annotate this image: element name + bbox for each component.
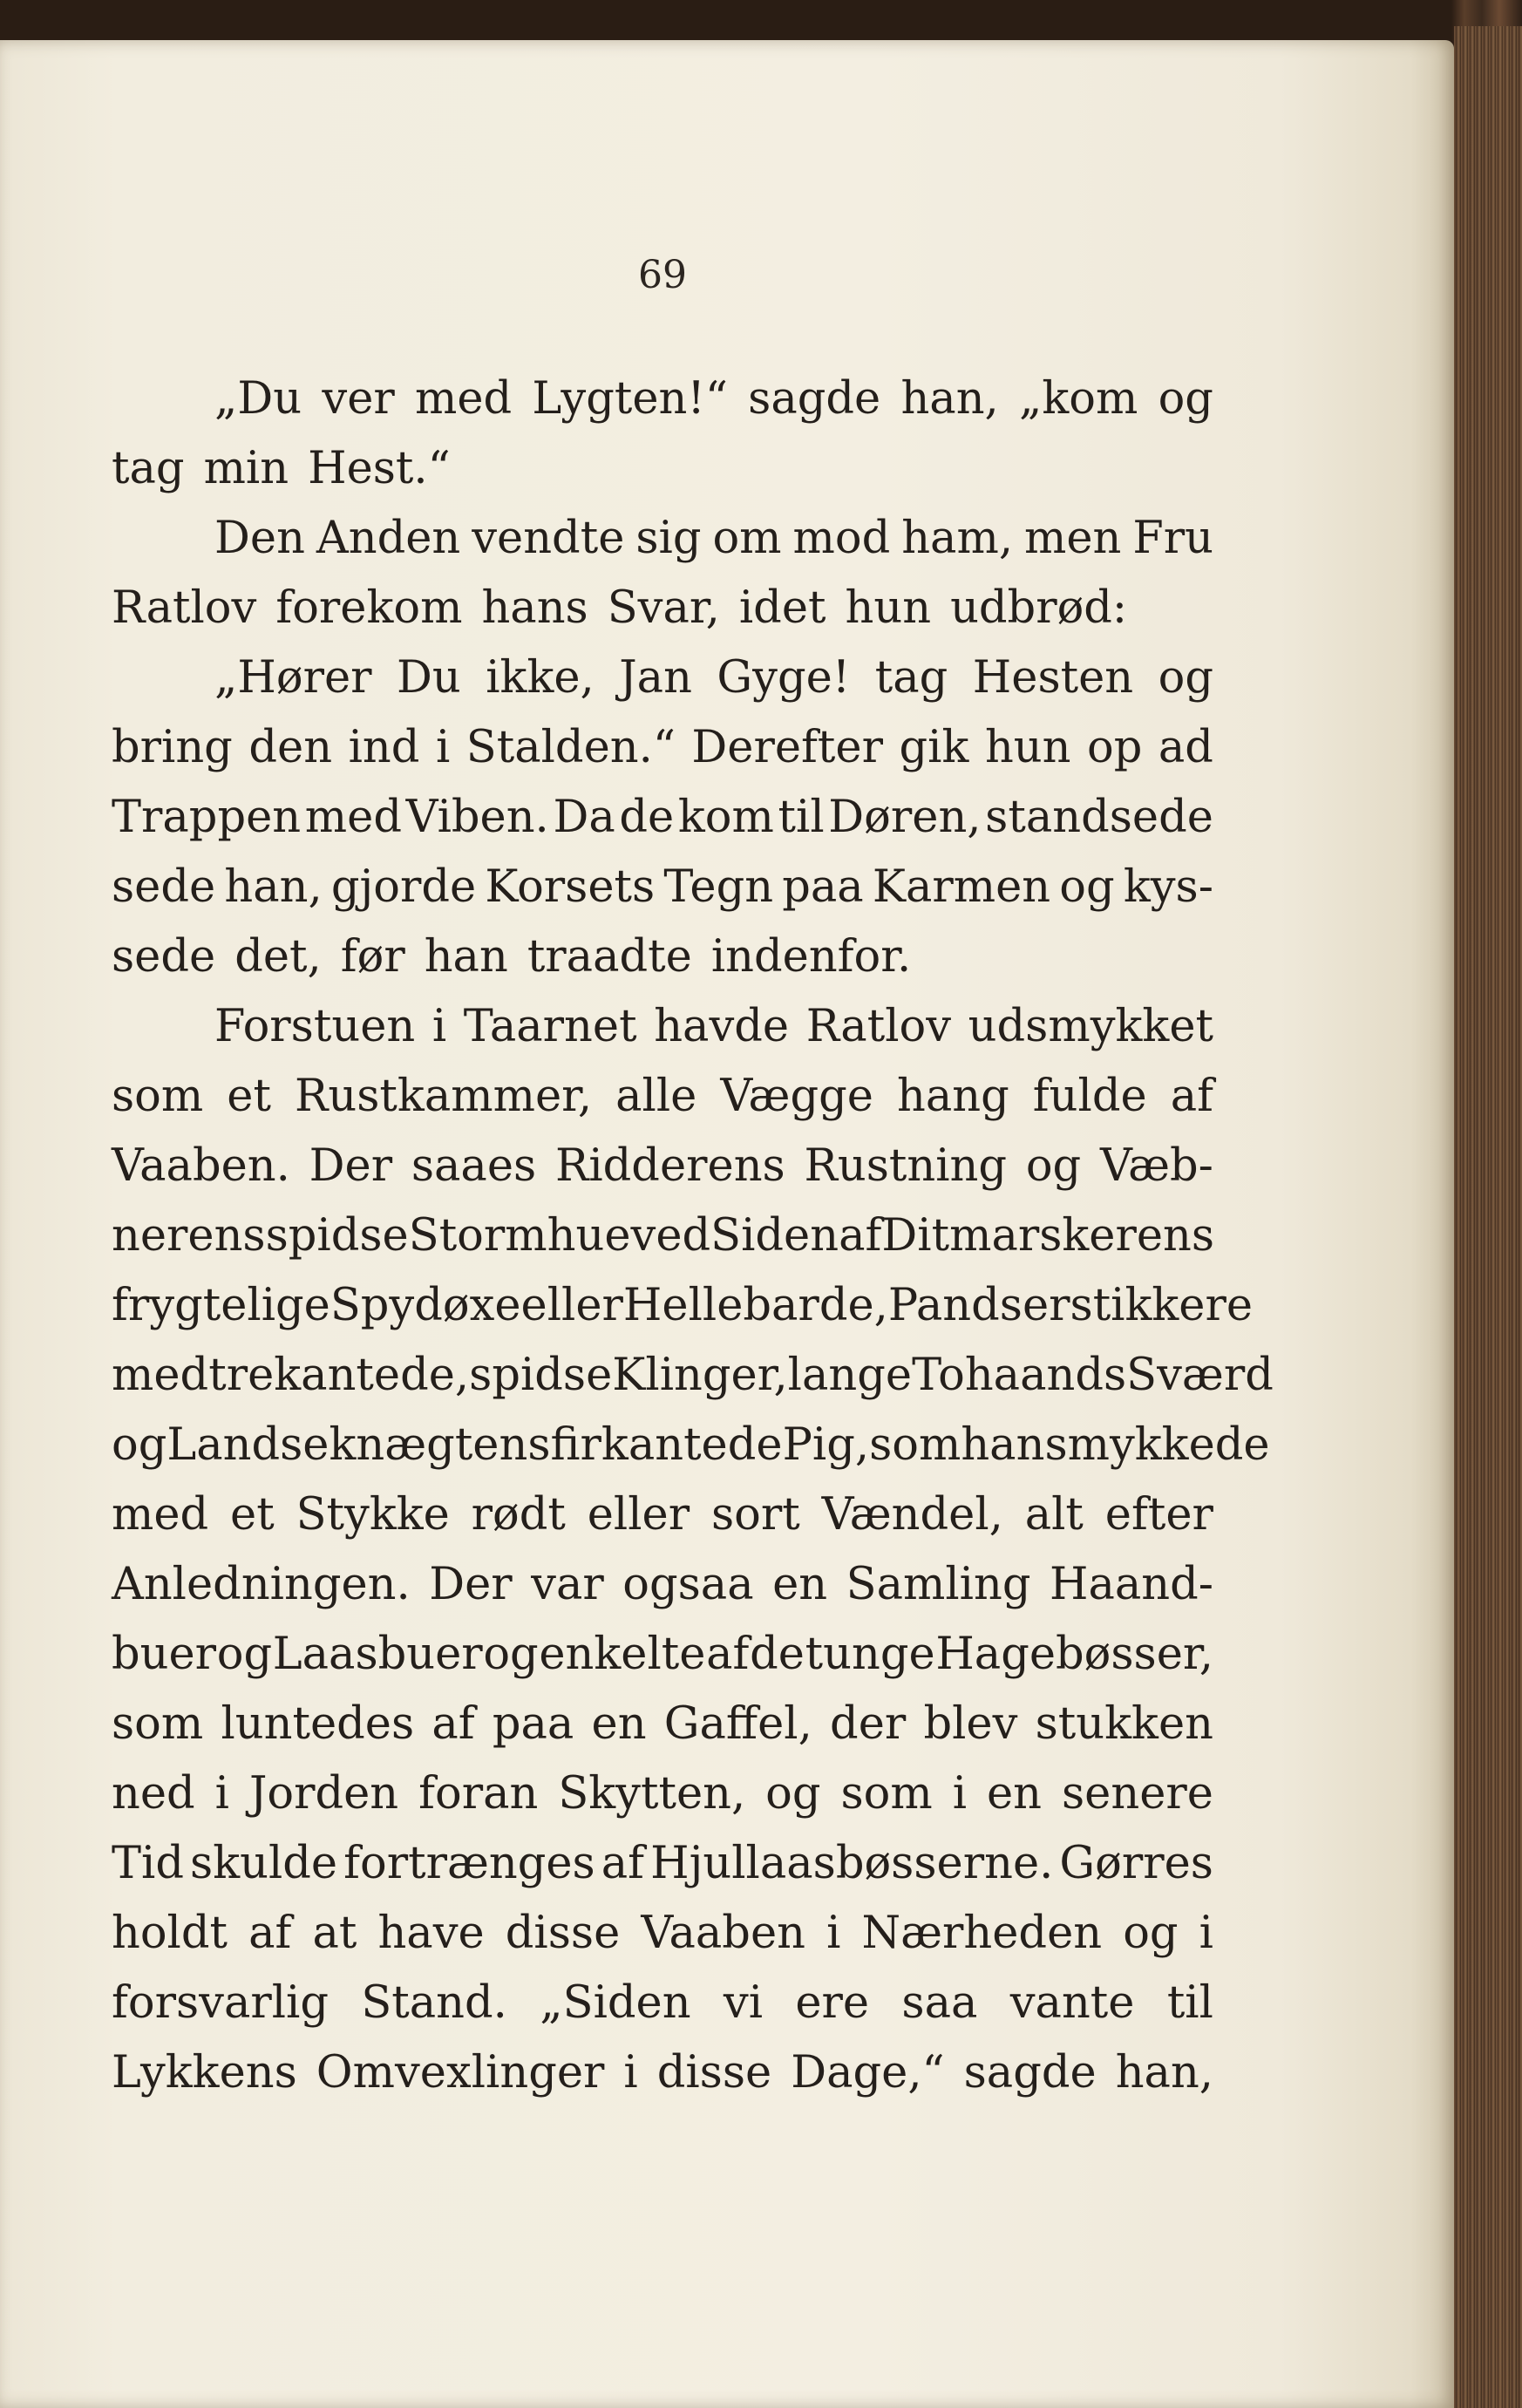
word: Klinger, <box>612 1350 788 1401</box>
word: bring <box>112 722 233 773</box>
text-line <box>112 922 1213 992</box>
word: Stormhue <box>408 1210 631 1262</box>
word: han <box>424 931 508 983</box>
word: Du <box>397 652 461 704</box>
page-number: 69 <box>638 253 687 297</box>
text-line <box>112 853 1213 922</box>
text-line <box>112 574 1213 643</box>
word: Hellebarde, <box>622 1280 888 1331</box>
word: han, <box>224 861 323 913</box>
word: „Hører <box>214 652 372 704</box>
text-line <box>112 783 1213 853</box>
word: forsvarlig <box>112 1977 329 2029</box>
word: rødt <box>471 1489 566 1541</box>
word: med <box>414 373 513 425</box>
word: Vægge <box>720 1071 873 1122</box>
word: Derefter <box>691 722 883 773</box>
word: sig <box>635 513 702 564</box>
word: eller <box>520 1280 623 1331</box>
word: Lygten!“ <box>532 373 728 425</box>
word: Anden <box>316 513 461 564</box>
word: Dage,“ <box>791 2047 945 2098</box>
text-line <box>112 1620 1213 1690</box>
word: Vaaben. <box>112 1140 290 1192</box>
word: Væb- <box>1099 1140 1213 1192</box>
word: tag <box>874 652 948 704</box>
word: som <box>840 1768 933 1820</box>
word: saa <box>901 1977 978 2029</box>
word: Pandserstikkere <box>887 1280 1254 1331</box>
word: og <box>216 1629 273 1680</box>
word: han, <box>900 373 999 425</box>
text-line <box>112 1062 1213 1132</box>
word: „kom <box>1018 373 1138 425</box>
word: med <box>304 792 402 843</box>
word: indenfor. <box>710 931 912 983</box>
word: sagde <box>748 373 881 425</box>
word: ind <box>348 722 420 773</box>
word: af <box>1170 1071 1213 1122</box>
word: Gyge! <box>717 652 851 704</box>
word: tag <box>112 443 185 494</box>
word: fortrænges <box>343 1838 595 1889</box>
word: og <box>1158 373 1213 425</box>
word: Nærheden <box>861 1908 1103 1959</box>
word: var <box>531 1559 604 1610</box>
word: lange <box>787 1350 913 1401</box>
word: det, <box>234 931 322 983</box>
word: af <box>601 1838 645 1889</box>
word: Taarnet <box>463 1001 637 1052</box>
word: sede <box>112 931 216 983</box>
word: senere <box>1062 1768 1213 1820</box>
word: af <box>706 1629 750 1680</box>
word: vi <box>723 1977 764 2029</box>
word: Svar, <box>607 582 720 634</box>
text-line <box>112 1550 1213 1620</box>
word: kys- <box>1123 861 1213 913</box>
word: Viben. <box>405 792 549 843</box>
word: Døren, <box>828 792 982 843</box>
word: om <box>712 513 782 564</box>
word: Jan <box>619 652 692 704</box>
word: til <box>778 792 825 843</box>
word: enkelte <box>539 1629 706 1680</box>
word: før <box>340 931 405 983</box>
word: og <box>1025 1140 1082 1192</box>
word: Rustkammer, <box>295 1071 593 1122</box>
word: i <box>435 722 451 773</box>
word: ham, <box>901 513 1014 564</box>
word: gjorde <box>330 861 477 913</box>
word: ver <box>322 373 395 425</box>
word: Haand- <box>1049 1559 1213 1610</box>
word: luntedes <box>221 1698 415 1750</box>
word: Gørres <box>1059 1838 1213 1889</box>
word: blev <box>923 1698 1018 1750</box>
word: hun <box>845 582 932 634</box>
word: i <box>1199 1908 1213 1959</box>
word: Skytten, <box>558 1768 746 1820</box>
word: som <box>112 1071 204 1122</box>
word: Spydøxe <box>330 1280 521 1331</box>
text-line <box>112 434 1213 504</box>
text-line <box>112 1480 1213 1550</box>
word: kom <box>677 792 774 843</box>
word: tunge <box>805 1629 935 1680</box>
word: Vændel, <box>821 1489 1003 1541</box>
word: Vaaben <box>641 1908 805 1959</box>
word: Korsets <box>485 861 656 913</box>
word: udbrød: <box>950 582 1128 634</box>
text-line <box>112 1969 1213 2038</box>
word: at <box>312 1908 357 1959</box>
word: ikke, <box>486 652 595 704</box>
word: Ditmarskerens <box>881 1210 1215 1262</box>
text-line <box>112 1271 1254 1341</box>
word: en <box>591 1698 647 1750</box>
word: en <box>772 1559 828 1610</box>
word: Der <box>429 1559 513 1610</box>
text-line <box>112 1411 1270 1480</box>
word: stukken <box>1035 1698 1213 1750</box>
word: smykkede <box>1044 1419 1270 1471</box>
text-line <box>112 2038 1213 2108</box>
word: Hesten <box>972 652 1134 704</box>
word: vendte <box>472 513 625 564</box>
word: ogsaa <box>622 1559 754 1610</box>
word: op <box>1087 722 1143 773</box>
word: Der <box>309 1140 393 1192</box>
word: sagde <box>963 2047 1097 2098</box>
word: disse <box>656 2047 772 2098</box>
word: udsmykket <box>968 1001 1213 1052</box>
word: og <box>765 1768 821 1820</box>
word: som <box>869 1419 961 1471</box>
text-line <box>112 504 1213 574</box>
word: i <box>431 1001 447 1052</box>
word: Omvexlinger <box>316 2047 605 2098</box>
word: idet <box>738 582 826 634</box>
word: have <box>377 1908 485 1959</box>
word: ad <box>1158 722 1213 773</box>
word: en <box>987 1768 1043 1820</box>
word: paa <box>492 1698 574 1750</box>
word: Da <box>553 792 615 843</box>
word: skulde <box>190 1838 338 1889</box>
text-line <box>112 364 1213 434</box>
word: Gaffel, <box>663 1698 812 1750</box>
word: han, <box>1115 2047 1213 2098</box>
word: gik <box>899 722 969 773</box>
word: af <box>248 1908 292 1959</box>
word: han <box>961 1419 1045 1471</box>
book-page-edges <box>1454 26 1522 2408</box>
text-line <box>112 992 1213 1062</box>
word: Pig, <box>782 1419 870 1471</box>
word: Landseknægtens <box>166 1419 551 1471</box>
text-line <box>112 1759 1213 1829</box>
word: traadte <box>527 931 692 983</box>
word: spidse <box>469 1350 613 1401</box>
word: eller <box>587 1489 690 1541</box>
word: i <box>952 1768 968 1820</box>
word: der <box>830 1698 907 1750</box>
word: og <box>1123 1908 1179 1959</box>
word: og <box>112 1419 167 1471</box>
text-line <box>112 1132 1213 1201</box>
word: Laasbuer <box>272 1629 483 1680</box>
word: Stand. <box>361 1977 507 2029</box>
word: buer <box>112 1629 217 1680</box>
word: efter <box>1104 1489 1213 1541</box>
word: Lykkens <box>112 2047 297 2098</box>
text-line <box>112 643 1213 713</box>
word: hang <box>897 1071 1009 1122</box>
word: ved <box>630 1210 711 1262</box>
word: men <box>1024 513 1122 564</box>
word: Hjullaasbøsserne. <box>650 1838 1054 1889</box>
word: standsede <box>985 792 1213 843</box>
text-line <box>112 1690 1213 1759</box>
word: frygtelige <box>112 1280 330 1331</box>
word: Hest.“ <box>308 443 451 494</box>
word: Fru <box>1132 513 1213 564</box>
word: som <box>112 1698 204 1750</box>
word: holdt <box>112 1908 228 1959</box>
word: Sværd <box>1126 1350 1274 1401</box>
word: Karmen <box>872 861 1051 913</box>
text-line <box>112 1899 1213 1969</box>
word: Hagebøsser, <box>935 1629 1213 1680</box>
word: i <box>826 1908 841 1959</box>
word: den <box>248 722 333 773</box>
word: Ratlov <box>805 1001 952 1052</box>
word: Stykke <box>296 1489 450 1541</box>
word: Forstuen <box>214 1001 416 1052</box>
word: forekom <box>275 582 463 634</box>
word: spidse <box>265 1210 409 1262</box>
word: og <box>483 1629 539 1680</box>
word: til <box>1166 1977 1213 2029</box>
word: og <box>1158 652 1213 704</box>
word: trekantede, <box>208 1350 470 1401</box>
word: i <box>214 1768 229 1820</box>
word: nerens <box>112 1210 266 1262</box>
word: sede <box>112 861 216 913</box>
word: alt <box>1024 1489 1084 1541</box>
word: havde <box>654 1001 790 1052</box>
word: mod <box>792 513 891 564</box>
word: af <box>839 1210 882 1262</box>
word: Den <box>214 513 305 564</box>
word: Anledningen. <box>112 1559 411 1610</box>
word: Samling <box>846 1559 1031 1610</box>
word: Ridderens <box>554 1140 785 1192</box>
body-text <box>112 364 1274 2108</box>
word: Ratlov <box>112 582 257 634</box>
word: Rustning <box>804 1140 1008 1192</box>
text-line <box>112 1829 1213 1899</box>
word: ned <box>112 1768 195 1820</box>
word: paa <box>782 861 864 913</box>
word: Stalden.“ <box>465 722 676 773</box>
word: hans <box>481 582 588 634</box>
word: Trappen <box>112 792 302 843</box>
word: „Siden <box>540 1977 691 2029</box>
word: ere <box>795 1977 870 2029</box>
text-line <box>112 1341 1274 1411</box>
word: alle <box>615 1071 697 1122</box>
text-line <box>112 1201 1213 1271</box>
word: et <box>227 1071 271 1122</box>
word: de <box>619 792 675 843</box>
word: saaes <box>411 1140 537 1192</box>
word: med <box>112 1350 209 1401</box>
word: af <box>431 1698 475 1750</box>
word: foran <box>418 1768 539 1820</box>
word: i <box>623 2047 638 2098</box>
word: Tid <box>112 1838 184 1889</box>
word: vante <box>1009 1977 1135 2029</box>
word: sort <box>710 1489 800 1541</box>
text-line <box>112 713 1213 783</box>
word: firkantede <box>550 1419 783 1471</box>
word: min <box>203 443 289 494</box>
word: og <box>1059 861 1115 913</box>
word: Siden <box>710 1210 839 1262</box>
word: „Du <box>214 373 302 425</box>
word: de <box>750 1629 805 1680</box>
word: et <box>230 1489 275 1541</box>
word: Tohaands <box>912 1350 1127 1401</box>
word: Jorden <box>248 1768 399 1820</box>
word: hun <box>984 722 1071 773</box>
word: disse <box>505 1908 621 1959</box>
word: Tegn <box>663 861 774 913</box>
word: fulde <box>1032 1071 1147 1122</box>
word: med <box>112 1489 209 1541</box>
